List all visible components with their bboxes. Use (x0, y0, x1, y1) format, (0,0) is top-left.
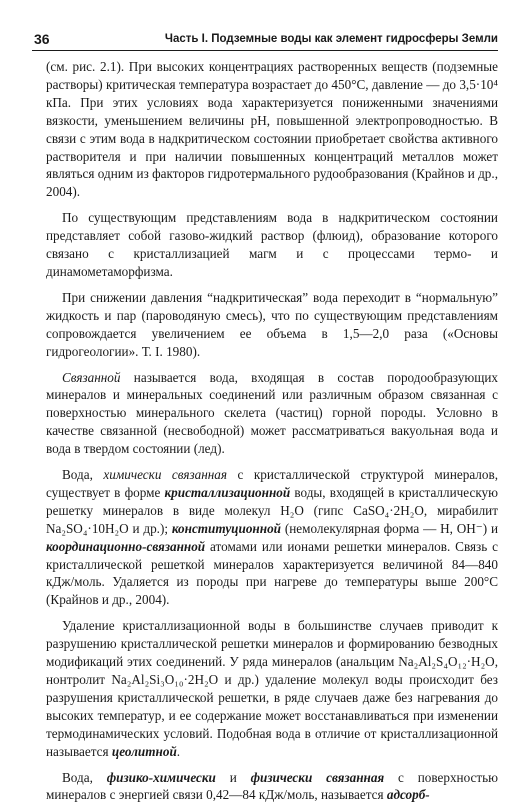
term-adsorbed: адсорб- (386, 787, 430, 803)
paragraph-5-text-e: атомами или ионами решетки минералов. Связь с кристаллической решеткой минералов характеризуется величиной 84—840 кДж/моль. Удаляется из породы при нагреве до температуры выше 200°С (Крайнов и др., 2004). (46, 538, 498, 608)
paragraph-4-text: называется вода, входящая в состав породообразующих минералов и минеральных соединений или различным образом связанная с поверхностью минерального скелета (частиц) горной породы. Условно в качестве связанной (несвободной) может рассматриваться вакуольная вода и вода в твердом состоянии (лед). (46, 369, 498, 457)
paragraph-6-text: Удаление кристаллизационной воды в большинстве случаев приводит к разрушению кристаллической решетки минералов и формированию безводных модификаций этих соединений. У ряда минералов (анальцим Na₂Al₂S₄O₁₂·H₂O, нонтролит Na₂Al₂Si₃O₁₀·2H₂O и др.) удаление молекул воды происходит без разрушения кристаллической решетки, в ряде случаев даже без нагревания до высоких температур, и ее содержание может восстанавливаться при изменении термодинамических условий. Подобная вода в отличие от кристаллизационной называется (46, 618, 498, 759)
paragraph-6 (46, 617, 498, 760)
paragraph-5 (46, 466, 498, 609)
page-number: 36 (34, 31, 50, 47)
term-chemically-bound: химически связанная (103, 467, 228, 483)
paragraph-3: При снижении давления “надкритическая” вода переходит в “нормальную” жидкость и пар (пароводяную смесь), что по существующим представлениям сопровождается увеличением ее объема в 1,5—2,0 раза («Основы гидрогеологии». Т. I. 1980). (46, 289, 498, 359)
paragraph-6-end: . (176, 743, 181, 759)
term-coordination-bound: координационно-связанной (46, 538, 206, 554)
paragraph-4 (46, 369, 498, 459)
term-constitutional: конституционной (171, 520, 282, 536)
body-text (46, 58, 498, 812)
running-title: Часть I. Подземные воды как элемент гидросферы Земли (164, 33, 498, 45)
term-physically-bound: физически связанная (250, 769, 385, 785)
paragraph-5-text-c: воды, входящей в кристаллическую решетку минералов в виде молекул H₂O (гипс CaSO₄·2H₂O, мирабилит Na₂SO₄·10H₂O и др.); (46, 484, 498, 536)
paragraph-5-text-d: (немолекулярная форма — H, OH⁻) и (281, 520, 499, 536)
paragraph-7-text-a: Вода, (62, 769, 107, 785)
paragraph-5-text-b: с кристаллической структурой минералов, существует в форме (46, 467, 498, 500)
term-crystallization: кристаллизационной (164, 484, 291, 500)
paragraph-2: По существующим представлениям вода в надкритическом состоянии представляет собой газово-жидкий раствор (флюид), образование которого связано с кристаллизацией магм и с процессами термо- и динамометаморфизма. (46, 210, 498, 279)
term-physicochemically: физико-химически (106, 769, 216, 785)
paragraph-7-text-c: с поверхностью минералов с энергией связи 0,42—84 кДж/моль, называется (46, 769, 499, 803)
paragraph-1: (см. рис. 2.1). При высоких концентрациях растворенных веществ (подземные растворы) критическая температура возрастает до 450°С, давление — до 3,5·10⁴ кПа. При этих условиях вода характеризуется пониженными значениями вязкости, уменьшением величины pH, повышенной электропроводностью. В связи с этим вода в надкритическом состоянии приобретает свойства активного растворителя и при наличии повышенных концентраций металлов может являться одним из факторов гидротермального рудообразования (Крайнов и др., 2004). (46, 59, 498, 200)
paragraph-7 (46, 769, 498, 805)
paragraph-5-text-a: Вода, (62, 467, 104, 483)
term-zeolitic: цеолитной (111, 743, 177, 759)
page-header (32, 28, 498, 51)
paragraph-7-text-b: и (215, 769, 251, 785)
term-bound-water: Связанной (62, 369, 121, 385)
